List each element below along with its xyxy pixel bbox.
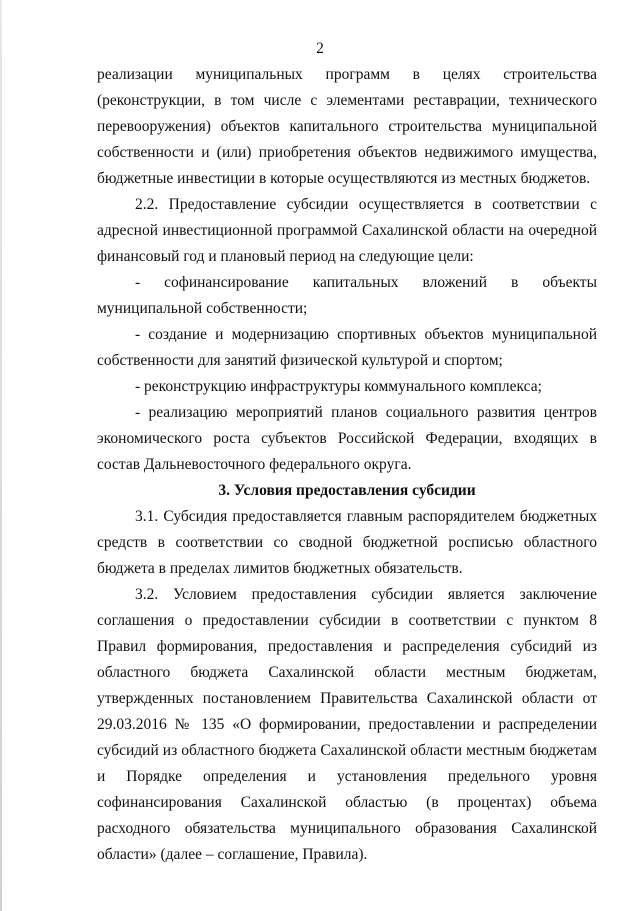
scan-edge (0, 0, 2, 911)
paragraph: 2.2. Предоставление субсидии осуществляется в соответствии с адресной инвестиционной программой Сахалинской области на очередной финансовый год и плановый период на следующие цели: (97, 196, 597, 265)
list-item: - софинансирование капитальных вложений в объекты муниципальной собственности; (97, 274, 597, 317)
section-heading: 3. Условия предоставления субсидии (218, 482, 476, 499)
document-body (97, 62, 597, 868)
paragraph: реализации муниципальных программ в целях строительства (реконструкции, в том числе с элементами реставрации, технического перевооружения) объектов капитального строительства муниципальной собственности и (или) приобретения объектов недвижимого имущества, бюджетные инвестиции в которые осуществляются из местных бюджетов. (97, 66, 597, 187)
page-number: 2 (316, 40, 324, 57)
list-item: - реконструкцию инфраструктуры коммунального комплекса; (135, 378, 542, 395)
paragraph: 3.1. Субсидия предоставляется главным распорядителем бюджетных средств в соответствии со сводной бюджетной росписью областного бюджета в пределах лимитов бюджетных обязательств. (97, 508, 597, 577)
paragraph: 3.2. Условием предоставления субсидии является заключение соглашения о предоставлении субсидии в соответствии с пунктом 8 Правил формирования, предоставления и распределения субсидий из областного бюджета Сахалинской области местным бюджетам, утвержденных постановлением Правительства Сахалинской области от 29.03.2016 № 135 «О формировании, предоставлении и распределении субсидий из областного бюджета Сахалинской области местным бюджетам и Порядке определения и установления предельного уровня софинансирования Сахалинской областью (в процентах) объема расходного обязательства муниципального образования Сахалинской области» (далее – соглашение, Правила). (97, 586, 597, 863)
list-item: - создание и модернизацию спортивных объектов муниципальной собственности для занятий физической культурой и спортом; (97, 326, 597, 369)
list-item: - реализацию мероприятий планов социального развития центров экономического роста субъектов Российской Федерации, входящих в состав Дальневосточного федерального округа. (97, 404, 597, 473)
